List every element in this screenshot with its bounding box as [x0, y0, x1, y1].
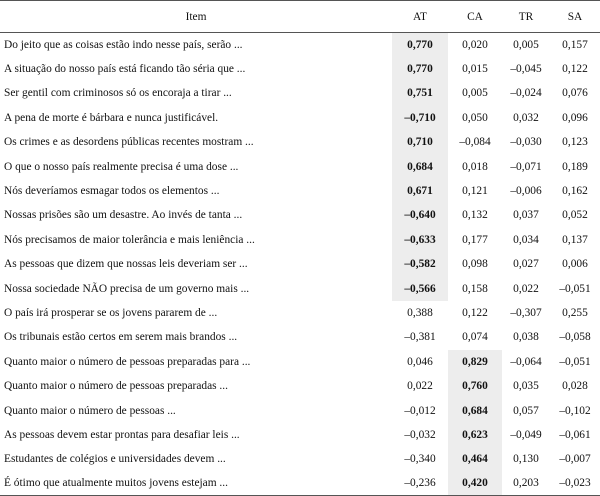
item-text: Os tribunais estão certos em serem mais brandos ... [4, 331, 238, 344]
item-text: Quanto maior o número de pessoas ... [4, 404, 176, 417]
loading-ca: 0,050 [462, 111, 488, 124]
item-text: Do jeito que as coisas estão indo nesse país, serão ... [4, 38, 243, 51]
item-text: A situação do nosso país está ficando tão séria que ... [4, 63, 246, 76]
loading-ca: 0,098 [462, 258, 488, 271]
loading-tr: 0,032 [513, 111, 539, 124]
loading-at: 0,671 [392, 179, 448, 203]
loading-ca: 0,177 [462, 233, 488, 246]
loading-tr: 0,057 [513, 404, 539, 417]
item-text: As pessoas que dizem que nossas leis deveriam ser ... [4, 258, 248, 271]
item-text: O país irá prosperar se os jovens pararem de ... [4, 306, 218, 319]
loading-at: –0,710 [392, 106, 448, 130]
loading-sa: 0,052 [562, 209, 588, 222]
loading-sa: 0,006 [562, 258, 588, 271]
loading-ca: 0,420 [448, 472, 502, 496]
loading-ca: 0,464 [448, 447, 502, 471]
loading-tr: 0,034 [513, 233, 539, 246]
loading-at: 0,022 [407, 380, 433, 393]
table-row [0, 179, 600, 203]
loading-tr: 0,038 [513, 331, 539, 344]
table-row [0, 154, 600, 178]
item-text: Nossas prisões são um desastre. Ao invés de tanta ... [4, 209, 243, 222]
loading-at: –0,640 [392, 203, 448, 227]
loading-ca: 0,158 [462, 282, 488, 295]
loading-at: 0,388 [407, 306, 433, 319]
item-text: Ser gentil com criminosos só os encoraja a tirar ... [4, 87, 232, 100]
loading-tr: –0,030 [510, 136, 542, 149]
table-row [0, 350, 600, 374]
table-row [0, 276, 600, 300]
loading-tr: 0,005 [513, 38, 539, 51]
loading-at: –0,340 [404, 453, 436, 466]
header-tr: TR [502, 1, 550, 33]
loading-at: 0,684 [392, 154, 448, 178]
table-row [0, 106, 600, 130]
loading-ca: 0,074 [462, 331, 488, 344]
item-text: Os crimes e as desordens públicas recentes mostram ... [4, 136, 254, 149]
loading-ca: 0,015 [462, 63, 488, 76]
loading-tr: –0,049 [510, 428, 542, 441]
header-at: AT [392, 1, 448, 33]
item-text: A pena de morte é bárbara e nunca justificável. [4, 111, 219, 124]
loading-sa: 0,255 [562, 306, 588, 319]
loading-tr: –0,071 [510, 160, 542, 173]
loading-sa: 0,189 [562, 160, 588, 173]
loading-tr: 0,022 [513, 282, 539, 295]
loading-at: 0,770 [392, 57, 448, 81]
item-text: Quanto maior o número de pessoas preparadas para ... [4, 355, 251, 368]
table-body [0, 33, 600, 496]
item-text: Nós precisamos de maior tolerância e mais leniência ... [4, 233, 255, 246]
loading-at: –0,012 [404, 404, 436, 417]
loading-sa: –0,023 [550, 472, 600, 496]
loading-sa: 0,076 [562, 87, 588, 100]
loading-at: 0,710 [392, 130, 448, 154]
loading-tr: –0,045 [510, 63, 542, 76]
table-row [0, 301, 600, 325]
loading-tr: –0,006 [510, 185, 542, 198]
table-row [0, 447, 600, 471]
loading-at: –0,381 [404, 331, 436, 344]
table-row [0, 374, 600, 398]
table-row [0, 130, 600, 154]
item-text: Quanto maior o número de pessoas preparadas ... [4, 380, 228, 393]
table-row [0, 228, 600, 252]
loading-sa: –0,102 [559, 404, 591, 417]
table-row [0, 252, 600, 276]
item-text: Nossa sociedade NÃO precisa de um governo mais ... [4, 282, 250, 295]
item-text: Estudantes de colégios e universidades devem ... [4, 453, 226, 466]
loading-ca: 0,132 [462, 209, 488, 222]
loading-at: –0,633 [392, 228, 448, 252]
table-row [0, 57, 600, 81]
loading-at: –0,582 [392, 252, 448, 276]
table-row [0, 423, 600, 447]
table-row [0, 325, 600, 349]
loading-ca: 0,122 [462, 306, 488, 319]
item-text: O que o nosso país realmente precisa é uma dose ... [4, 160, 239, 173]
loading-ca: 0,018 [462, 160, 488, 173]
loading-ca: 0,005 [462, 87, 488, 100]
header-row [0, 1, 600, 33]
loading-tr: 0,130 [513, 453, 539, 466]
loading-ca: 0,684 [448, 398, 502, 422]
table-row [0, 81, 600, 105]
loading-tr: 0,035 [513, 380, 539, 393]
loading-sa: 0,096 [562, 111, 588, 124]
loading-sa: 0,162 [562, 185, 588, 198]
table-row [0, 33, 600, 57]
header-sa: SA [550, 1, 600, 33]
loading-sa: 0,137 [562, 233, 588, 246]
loading-tr: 0,027 [513, 258, 539, 271]
loading-ca: –0,084 [459, 136, 491, 149]
loading-at: –0,032 [404, 428, 436, 441]
table-row [0, 398, 600, 422]
item-text: As pessoas devem estar prontas para desafiar leis ... [4, 428, 240, 441]
loading-sa: 0,028 [562, 380, 588, 393]
loading-sa: 0,123 [562, 136, 588, 149]
loading-ca: 0,760 [448, 374, 502, 398]
loading-at: 0,770 [392, 33, 448, 57]
loading-ca: 0,623 [448, 423, 502, 447]
loading-tr: 0,203 [502, 472, 550, 496]
item-text: É ótimo que atualmente muitos jovens estejam ... [0, 472, 392, 496]
loading-sa: 0,157 [562, 38, 588, 51]
loading-ca: 0,020 [462, 38, 488, 51]
loading-tr: –0,064 [510, 355, 542, 368]
loading-sa: –0,058 [559, 331, 591, 344]
loading-ca: 0,829 [448, 350, 502, 374]
item-text: Nós deveríamos esmagar todos os elementos ... [4, 185, 220, 198]
loading-at: 0,046 [407, 355, 433, 368]
table-row [0, 203, 600, 227]
loading-sa: –0,007 [559, 453, 591, 466]
loading-sa: –0,051 [559, 355, 591, 368]
header-item: Item [0, 1, 392, 33]
loading-tr: –0,024 [510, 87, 542, 100]
loading-sa: 0,122 [562, 63, 588, 76]
loading-at: –0,566 [392, 276, 448, 300]
loading-sa: –0,051 [559, 282, 591, 295]
loading-ca: 0,121 [462, 185, 488, 198]
loading-sa: –0,061 [559, 428, 591, 441]
loading-at: 0,751 [392, 81, 448, 105]
header-ca: CA [448, 1, 502, 33]
loading-at: –0,236 [392, 472, 448, 496]
loading-tr: –0,307 [510, 306, 542, 319]
table-row [0, 472, 600, 496]
loading-tr: 0,037 [513, 209, 539, 222]
